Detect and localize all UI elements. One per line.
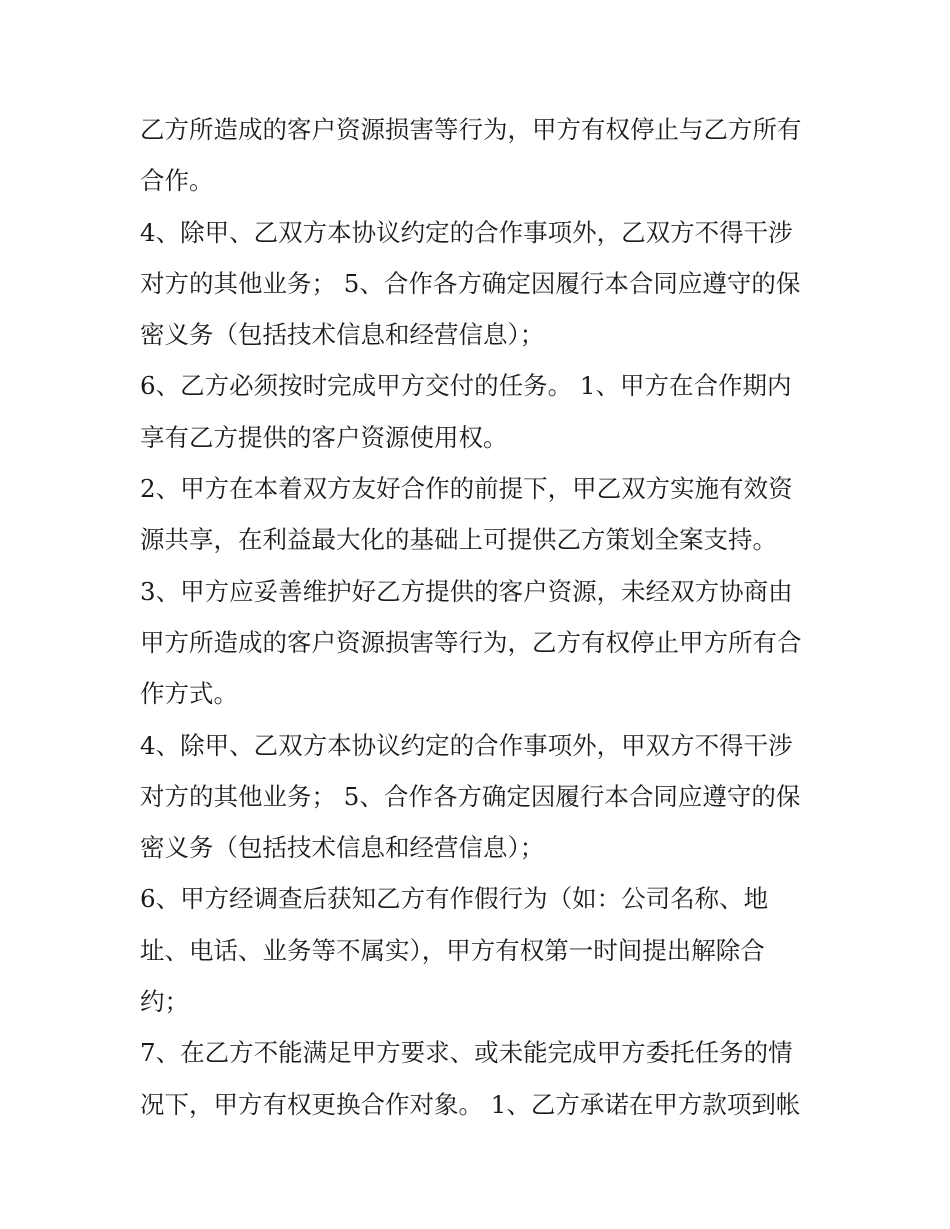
text-line: 约； — [140, 987, 189, 1017]
document-body — [140, 104, 820, 1130]
text-line: 密义务（包括技术信息和经营信息）； — [140, 320, 545, 350]
text-line: 况下，甲方有权更换合作对象。 1、乙方承诺在甲方款项到帐 — [140, 1089, 801, 1119]
text-line: 址、电话、业务等不属实），甲方有权第一时间提出解除合 — [140, 935, 765, 965]
text-line: 6、乙方必须按时完成甲方交付的任务。 1、甲方在合作期内 — [140, 371, 792, 401]
text-line: 4、除甲、乙双方本协议约定的合作事项外，乙双方不得干涉 — [140, 217, 793, 247]
text-line: 源共享，在利益最大化的基础上可提供乙方策划全案支持。 — [140, 525, 777, 555]
text-line: 对方的其他业务； 5、合作各方确定因履行本合同应遵守的保 — [140, 781, 801, 811]
text-line: 6、甲方经调查后获知乙方有作假行为（如：公司名称、地 — [140, 884, 769, 914]
text-line: 合作。 — [140, 166, 214, 196]
text-line: 7、在乙方不能满足甲方要求、或未能完成甲方委托任务的情 — [140, 1038, 793, 1068]
text-line: 作方式。 — [140, 679, 238, 709]
text-line: 4、除甲、乙双方本协议约定的合作事项外，甲双方不得干涉 — [140, 730, 793, 760]
text-line: 甲方所造成的客户资源损害等行为，乙方有权停止甲方所有合 — [140, 627, 802, 657]
text-line: 对方的其他业务； 5、合作各方确定因履行本合同应遵守的保 — [140, 268, 801, 298]
text-line: 密义务（包括技术信息和经营信息）； — [140, 833, 545, 863]
text-line: 享有乙方提供的客户资源使用权。 — [140, 422, 508, 452]
text-line: 2、甲方在本着双方友好合作的前提下，甲乙双方实施有效资 — [140, 474, 793, 504]
text-line: 乙方所造成的客户资源损害等行为，甲方有权停止与乙方所有 — [140, 115, 802, 144]
text-line: 3、甲方应妥善维护好乙方提供的客户资源，未经双方协商由 — [140, 576, 793, 606]
